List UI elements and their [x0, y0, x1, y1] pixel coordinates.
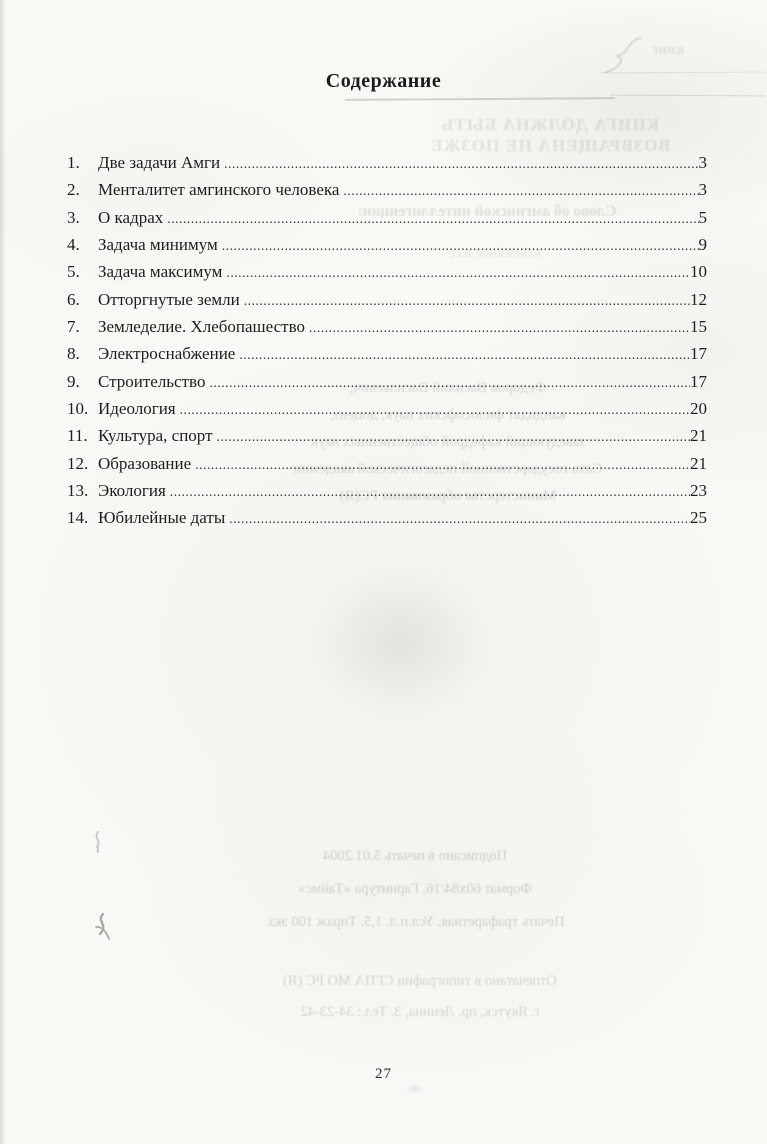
toc-item-page: 9: [698, 235, 707, 255]
toc-row: [67, 313, 707, 340]
toc-item-label: Задача минимум: [98, 235, 218, 255]
ink-smudge: [92, 912, 114, 942]
toc-row: [67, 477, 707, 504]
toc-item-label: Две задачи Амги: [98, 153, 221, 172]
toc-item-page: 21: [690, 426, 707, 446]
toc-leader-dots: [309, 314, 690, 341]
toc-row: [67, 204, 707, 231]
toc-item-label: Юбилейные даты: [98, 508, 226, 528]
toc-item-page: 17: [690, 371, 707, 391]
toc-item-page: 12: [690, 289, 707, 309]
toc-item-label: О кадрах: [98, 207, 164, 227]
toc-item-page: 20: [690, 399, 707, 419]
toc-row: [67, 422, 707, 449]
bleed-text-line: книг: [651, 42, 685, 58]
toc-item-number: 8.: [67, 344, 80, 364]
toc-item-page: 3: [698, 180, 707, 200]
bleed-text-line: Подписано в печать 5.01.2004: [322, 848, 508, 864]
toc-item-number: 3.: [67, 207, 80, 227]
toc-item-page: 17: [690, 344, 707, 364]
toc-leader-dots: [224, 150, 698, 177]
toc-row: [67, 450, 707, 477]
bleed-text-line: Федоров Василий Васильевич,: [349, 380, 547, 396]
toc-row: [67, 149, 707, 176]
bleed-text-line: Саха государственной педагогической академии: [293, 461, 603, 477]
toc-item-number: 5.: [67, 262, 80, 282]
toc-leader-dots: [244, 287, 690, 314]
bleed-printer-block: [170, 966, 670, 1028]
bleed-photo-shadow: [293, 548, 511, 736]
toc-item-page: 10: [690, 262, 707, 282]
toc-leader-dots: [226, 259, 690, 286]
toc-item-label: Задача максимум: [98, 262, 223, 282]
toc-item-label: Образование: [98, 453, 192, 473]
toc-leader-dots: [180, 396, 690, 423]
page-edge-shadow: [0, 0, 6, 1144]
toc-item-page: 3: [698, 153, 707, 172]
toc-leader-dots: [170, 478, 690, 505]
page-number: 27: [375, 1066, 392, 1082]
toc-leader-dots: [343, 177, 698, 204]
toc-row: [67, 231, 707, 258]
toc-item-label: Отторгнутые земли: [98, 289, 240, 309]
bleed-text-line: Министерства образования РС(Я): [339, 488, 557, 504]
toc-item-page: 15: [690, 317, 707, 337]
toc-item-number: 13.: [67, 481, 89, 501]
bleed-text-line: КНИГА ДОЛЖНА БЫТЬ: [440, 115, 660, 134]
toc-item-number: 11.: [67, 426, 88, 446]
toc-item-number: 10.: [67, 399, 89, 419]
toc-item-label: Менталитет амгинского человека: [98, 180, 340, 200]
toc-item-page: 23: [690, 481, 707, 501]
toc-leader-dots: [222, 232, 699, 259]
toc-item-number: 12.: [67, 453, 89, 473]
bleed-rule-line: [345, 97, 615, 100]
toc-row: [67, 368, 707, 395]
toc-item-label: Идеология: [98, 399, 176, 419]
toc-item-page: 21: [690, 453, 707, 473]
toc-leader-dots: [167, 205, 698, 232]
bleed-text-line: г. Якутск, пр. Ленина, 3. Тел.: 34-23-42: [300, 1004, 540, 1020]
toc-item-label: Культура, спорт: [98, 426, 213, 446]
bleed-text-line: Отпечатано в типографии СГПА МО РС (Я): [283, 973, 557, 989]
toc-item-page: 25: [690, 508, 707, 528]
toc-row: [67, 395, 707, 422]
toc-leader-dots: [195, 451, 690, 478]
bleed-text-line: Слово об амгинской интеллигенции:: [357, 203, 617, 220]
bleed-text-line: заведующий кафедрой общественных наук: [310, 434, 586, 450]
paper-stain: [402, 1082, 428, 1096]
toc-row: [67, 286, 707, 313]
toc-leader-dots: [229, 505, 690, 532]
toc-row: [67, 504, 707, 531]
toc-leader-dots: [217, 423, 690, 450]
toc-item-label: Строительство: [98, 371, 206, 391]
toc-item-page: 5: [698, 207, 707, 227]
toc-row: [67, 176, 707, 203]
bleed-rule-line: [610, 95, 765, 97]
toc-item-number: 6.: [67, 289, 80, 309]
toc-row: [67, 258, 707, 285]
toc-item-number: 7.: [67, 317, 80, 337]
toc-leader-dots: [209, 369, 690, 396]
toc-item-number: 4.: [67, 235, 80, 255]
toc-item-number: 9.: [67, 371, 80, 391]
toc-item-label: Земледелие. Хлебопашество: [98, 317, 305, 337]
bleed-text-line: ВОЗВРАЩЕНА НЕ ПОЗЖЕ: [429, 136, 671, 155]
table-of-contents: [67, 149, 707, 532]
toc-item-number: 1.: [67, 153, 80, 172]
toc-item-label: Экология: [98, 481, 166, 501]
bleed-text-line: Формат 60х84/16. Гарнитура «Таймс»: [298, 881, 532, 897]
toc-leader-dots: [239, 341, 690, 368]
toc-item-label: Электроснабжение: [98, 344, 236, 364]
toc-row: [67, 340, 707, 367]
bleed-text-line: Печать трафаретная. Усл.п.л. 1,5. Тираж 100 экз.: [265, 914, 565, 930]
toc-item-number: 2.: [67, 180, 80, 200]
ink-smudge: [90, 830, 110, 854]
bleed-text-line: кандидат философских наук, доцент,: [330, 407, 566, 423]
bleed-imprint-block: [165, 840, 665, 939]
page-title: Содержание: [325, 70, 442, 92]
toc-item-number: 14.: [67, 508, 89, 528]
bleed-text-line: юбилейное эссе: [449, 245, 541, 260]
